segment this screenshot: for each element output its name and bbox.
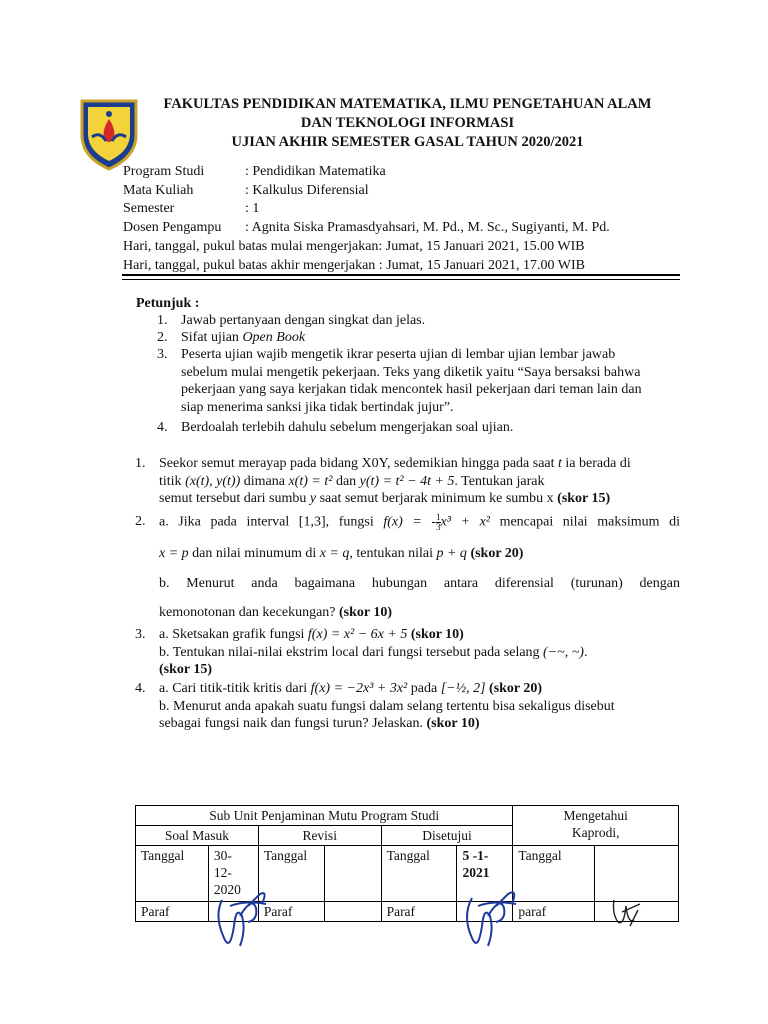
question-1: 1. Seekor semut merayap pada bidang X0Y, sedemikian hingga pada saat t ia berada di titik (x(t), y(t)) dimana x(t) = t² dan y(t) = t² − 4t + 5. Tentukan jarak semut tersebut dari sumbu y saat semut berjarak minimum ke sumbu x (skor 15) <box>135 456 631 506</box>
meta-start-time: Hari, tanggal, pukul batas mulai mengerjakan: Jumat, 15 Januari 2021, 15.00 WIB <box>123 238 585 254</box>
disetujui-date: 5 -1- 2021 <box>457 846 513 902</box>
header-exam-title: UJIAN AKHIR SEMESTER GASAL TAHUN 2020/2021 <box>231 134 584 150</box>
soal-masuk-date: 30- 12- 2020 <box>208 846 258 902</box>
paraf-label: Paraf <box>136 902 209 922</box>
instruction-item: 3. Peserta ujian wajib mengetik ikrar peserta ujian di lembar ujian lembar jawab sebelum mulai mengetik pekerjaan. Teks yang diketik yaitu “Saya bersaksi bahwa pekerjaan yang saya kerjakan tidak mencontek hasil pekerjaan dari teman lain dan siap menerima sanksi jika tidak bertindak jujur”. <box>157 347 642 415</box>
university-logo <box>78 97 140 171</box>
exam-meta <box>123 163 683 275</box>
approval-kaprodi-header: Mengetahui Kaprodi, <box>513 806 679 846</box>
tanggal-label: Tanggal <box>513 846 595 902</box>
instruction-item: 1. Jawab pertanyaan dengan singkat dan jelas. <box>157 313 426 328</box>
tanggal-label: Tanggal <box>381 846 457 902</box>
header-divider-thin <box>122 279 680 280</box>
signature-3 <box>608 892 644 930</box>
question-3: 3. a. Sketsakan grafik fungsi f(x) = x² − 6x + 5 (skor 10) b. Tentukan nilai-nilai ekstrim local dari fungsi tersebut pada selang (−~, ~). (skor 15) <box>135 627 588 677</box>
signature-1 <box>212 886 274 956</box>
signature-2 <box>460 884 524 956</box>
instruction-item: 4. Berdoalah terlebih dahulu sebelum mengerjakan soal ujian. <box>157 420 514 435</box>
paraf-label: paraf <box>513 902 595 922</box>
approval-unit-header: Sub Unit Penjaminan Mutu Program Studi <box>136 806 513 826</box>
meta-row: Mata Kuliah : Kalkulus Diferensial <box>123 182 369 198</box>
meta-row: Dosen Pengampu : Agnita Siska Pramasdyahsari, M. Pd., M. Sc., Sugiyanti, M. Pd. <box>123 220 610 236</box>
meta-row: Program Studi : Pendidikan Matematika <box>123 164 386 179</box>
paraf-cell <box>324 902 381 922</box>
question-4: 4. a. Cari titik-titik kritis dari f(x) = −2x³ + 3x² pada [−½, 2] (skor 20) b. Menurut anda apakah suatu fungsi dalam selang tertentu bisa sekaligus disebut sebagai fungsi naik dan fungsi turun? Jelaskan. (skor 10) <box>135 681 615 731</box>
instruction-item: 2. Sifat ujian Open Book <box>157 330 306 345</box>
revisi-date <box>324 846 381 902</box>
tanggal-label: Tanggal <box>258 846 324 902</box>
paraf-label: Paraf <box>381 902 457 922</box>
col-revisi: Revisi <box>258 826 381 846</box>
header-faculty: FAKULTAS PENDIDIKAN MATEMATIKA, ILMU PENGETAHUAN ALAM <box>163 96 652 112</box>
paraf-label: Paraf <box>258 902 324 922</box>
instructions-title: Petunjuk : <box>136 296 200 311</box>
tanggal-label: Tanggal <box>136 846 209 902</box>
header-divider-thick <box>122 274 680 276</box>
question-2: 2. a. Jika pada interval [1,3], fungsi f(x) = - $\frac{1}{3}$ x³ + x² mencapai nilai maksimum di x = p dan nilai minumum di x = q, tentukan nilai p + q (skor 20) b. Menurut anda bagaimana hubungan antara diferensial (turunan) dengan kemonotonan dan kecekungan? (skor 10) <box>135 512 680 620</box>
meta-row: Semester : 1 <box>123 201 260 217</box>
header-faculty-2: DAN TEKNOLOGI INFORMASI <box>300 115 515 131</box>
col-soal-masuk: Soal Masuk <box>136 826 259 846</box>
col-disetujui: Disetujui <box>381 826 513 846</box>
meta-end-time: Hari, tanggal, pukul batas akhir mengerjakan : Jumat, 15 Januari 2021, 17.00 WIB <box>123 257 586 273</box>
